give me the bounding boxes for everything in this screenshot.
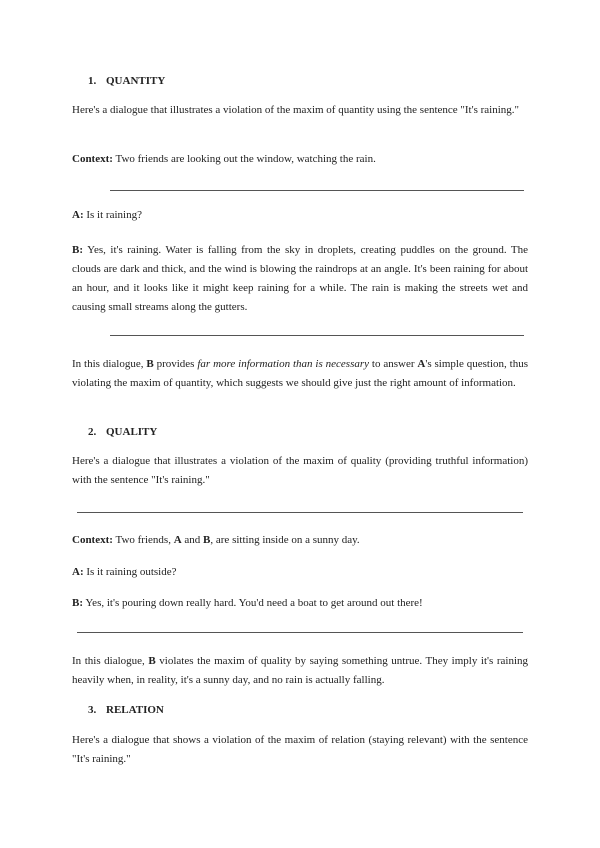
text-run: and	[181, 534, 204, 546]
context-text: Two friends are looking out the window, watching the rain.	[115, 153, 376, 165]
utterance: Yes, it's pouring down really hard. You'd need a boat to get around out there!	[85, 597, 423, 609]
text-run: to answer	[369, 358, 418, 370]
speaker-label: A:	[72, 566, 84, 578]
speaker-ref: B	[203, 534, 211, 546]
text-run: In this dialogue,	[72, 655, 149, 667]
divider	[77, 512, 523, 513]
text-run: violates the maxim of quality by saying something untrue. They imply it's raining heavily when, in reality, it's a sunny day, and no rain is actually falling.	[72, 655, 528, 686]
divider	[110, 335, 524, 336]
section-number: 3.	[88, 704, 97, 716]
section-title: QUANTITY	[106, 75, 166, 87]
speaker-ref: B	[146, 358, 154, 370]
relation-intro: Here's a dialogue that shows a violation of the maxim of relation (staying relevant) with the sentence "It's raining."	[72, 734, 528, 765]
quantity-explanation	[72, 355, 528, 393]
quality-context	[72, 531, 528, 550]
quality-line-a	[72, 563, 528, 582]
utterance: Is it raining?	[86, 209, 142, 221]
emphasis: far more information than is necessary	[197, 358, 370, 370]
speaker-ref: A	[417, 358, 426, 370]
quantity-line-a	[72, 206, 528, 225]
speaker-label: B:	[72, 597, 83, 609]
divider	[110, 190, 524, 191]
quality-explanation	[72, 652, 528, 690]
section-heading-quantity	[88, 74, 165, 88]
quality-line-b	[72, 594, 528, 613]
speaker-ref: A	[173, 534, 182, 546]
text-run: 's simple question, thus violating the maxim of quantity, which suggests we should give just the right amount of information.	[72, 358, 528, 389]
speaker-label: A:	[72, 209, 84, 221]
text-run: provides	[153, 358, 198, 370]
quantity-line-b	[72, 241, 528, 317]
text-run: , are sitting inside on a sunny day.	[210, 534, 360, 546]
section-heading-quality	[88, 425, 157, 439]
speaker-ref: B	[148, 655, 156, 667]
context-label: Context:	[72, 153, 113, 165]
speaker-label: B:	[72, 244, 83, 256]
text-run: In this dialogue,	[72, 358, 147, 370]
divider	[77, 632, 523, 633]
section-title: RELATION	[106, 704, 164, 716]
section-title: QUALITY	[106, 426, 158, 438]
quantity-intro: Here's a dialogue that illustrates a violation of the maxim of quantity using the sentence "It's raining."	[72, 104, 520, 116]
quality-intro: Here's a dialogue that illustrates a violation of the maxim of quality (providing truthful information) with the sentence "It's raining."	[72, 455, 528, 486]
text-run: Two friends,	[115, 534, 174, 546]
section-heading-relation	[88, 703, 164, 717]
utterance: Is it raining outside?	[86, 566, 177, 578]
context-label: Context:	[72, 534, 113, 546]
utterance: Yes, it's raining. Water is falling from the sky in droplets, creating puddles on the ground. The clouds are dark and thick, and the wind is blowing the raindrops at an angle. It's been raining for about an hour, and it looks like it might keep raining for a while. The rain is making the streets wet and causing small streams along the gutters.	[72, 244, 528, 313]
section-number: 1.	[88, 75, 97, 87]
quantity-context	[72, 150, 528, 169]
section-number: 2.	[88, 426, 97, 438]
